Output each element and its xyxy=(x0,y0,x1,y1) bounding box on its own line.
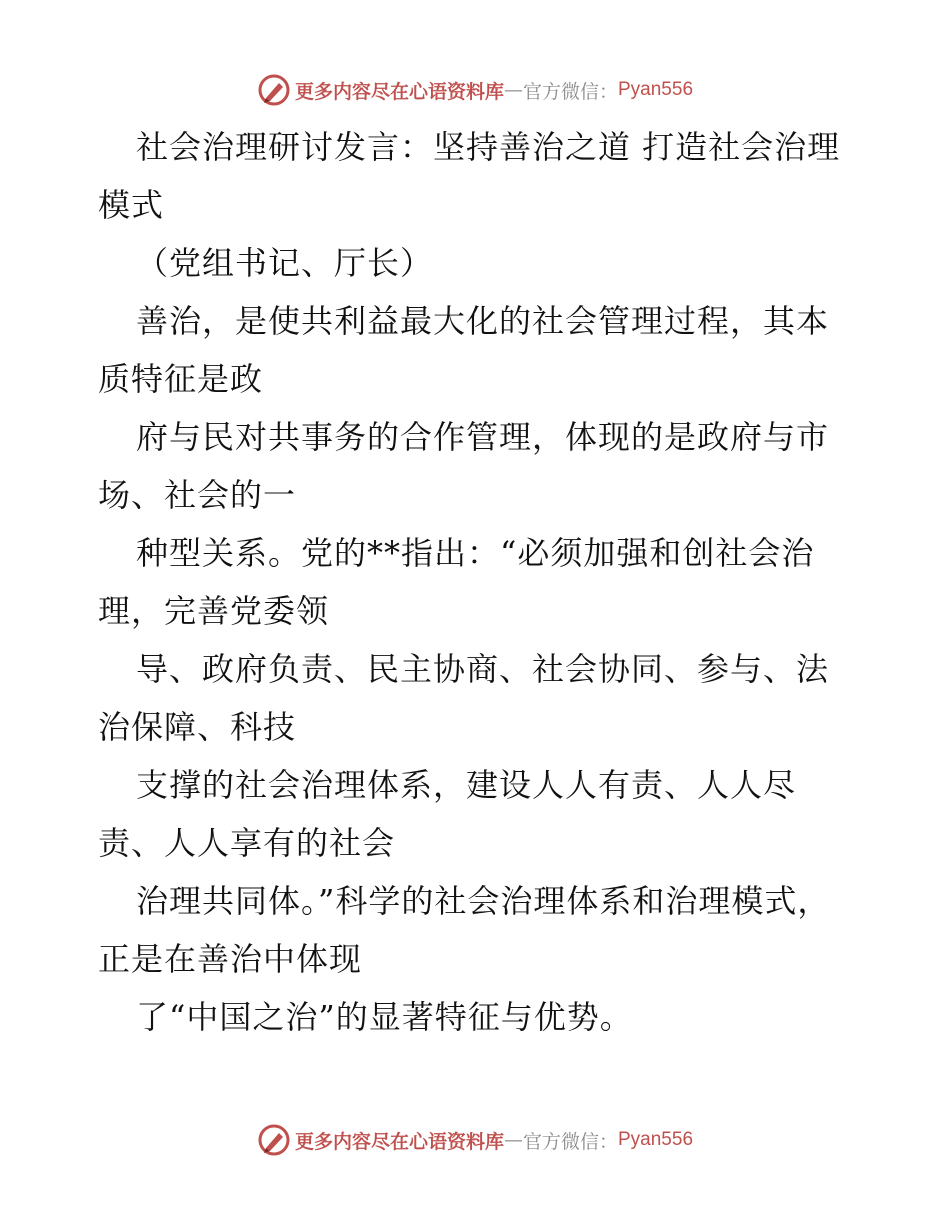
body-paragraph: 善治，是使共利益最大化的社会管理过程，其本质特征是政 xyxy=(98,302,830,398)
body-paragraph: 支撑的社会治理体系，建设人人有责、人人尽责、人人享有的社会 xyxy=(98,766,797,862)
author-role: （党组书记、厅长） xyxy=(136,244,434,282)
watermark-dash: — xyxy=(503,1129,523,1151)
header-watermark xyxy=(0,72,950,108)
document-body xyxy=(98,118,858,1046)
footer-watermark xyxy=(0,1122,950,1158)
watermark-label: 官方微信： xyxy=(522,1130,618,1153)
pen-logo-icon xyxy=(257,1123,291,1157)
pen-logo-icon xyxy=(257,73,291,107)
watermark-wechat-id: Pyan556 xyxy=(618,1129,694,1150)
watermark-label: 官方微信： xyxy=(522,80,618,103)
watermark-dash: — xyxy=(503,79,523,101)
watermark-main-text: 更多内容尽在心语资料库 xyxy=(294,1130,504,1153)
body-paragraph: 种型关系。党的**指出：“必须加强和创社会治理，完善党委领 xyxy=(98,534,815,630)
watermark-main-text: 更多内容尽在心语资料库 xyxy=(294,80,504,103)
document-title: 社会治理研讨发言：坚持善治之道 打造社会治理模式 xyxy=(98,128,841,224)
body-paragraph: 了“中国之治”的显著特征与优势。 xyxy=(136,998,633,1036)
body-paragraph: 治理共同体。”科学的社会治理体系和治理模式，正是在善治中体现 xyxy=(98,882,831,978)
watermark-wechat-id: Pyan556 xyxy=(618,79,694,100)
body-paragraph: 府与民对共事务的合作管理，体现的是政府与市场、社会的一 xyxy=(98,418,830,514)
body-paragraph: 导、政府负责、民主协商、社会协同、参与、法治保障、科技 xyxy=(98,650,830,746)
